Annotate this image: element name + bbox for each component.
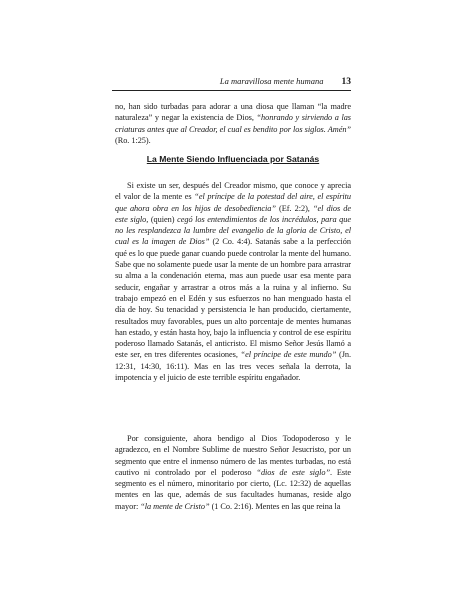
p3-run-3: . Este segmento es el número, minoritario por cierto, (Lc. 12:32) de aquellas mentes en las que, además de sus facultades humanas, reside algo mayor: xyxy=(115,467,351,511)
p2-run-7: (2 Co. 4:4). Satanás sabe a la perfección qué es lo que puede ganar cuando puede controlar la mente del humano. Sabe que no solamente puede usar la mente de un hombre para arrastrar su alma a la condenación eterna, mas aun puede usar esa mente para seducir, engañar y arrastrar a otros más a la ruina y al infierno. Su trabajo empezó en el Edén y sus esfuerzos no han menguado hasta el día de hoy. Su tenacidad y persistencia le han producido, ciertamente, resultados muy favorables, pues un alto porcentaje de mentes humanas han estado, y están hasta hoy, bajo la influencia y control de ese espíritu poderoso llamado Satanás, el anticristo. El mismo Señor Jesús llamó a este ser, en tres diferentes ocasiones, xyxy=(115,237,351,360)
paragraph-3-text xyxy=(115,433,351,512)
p3-quote-dios-siglo: “dios de este siglo” xyxy=(256,467,331,477)
paragraph-2-text xyxy=(115,180,351,383)
p1-quote-romans: “honrando y sirviendo a las criaturas antes que al Creador, el cual es bendito por los siglos. Amén” xyxy=(115,113,351,134)
p2-quote-dios: “el dios de este siglo, xyxy=(115,203,351,224)
p2-quote-principe: “el príncipe de este mundo” xyxy=(240,350,337,360)
p2-run-3: (Ef. 2:2), xyxy=(275,203,313,213)
running-title: La maravillosa mente humana xyxy=(219,76,324,86)
p2-quote-ephesians: “el príncipe de la potestad del aire, el espíritu que ahora obra en los hijos de desobediencia” xyxy=(115,192,351,213)
running-header xyxy=(112,76,351,87)
page-number: 13 xyxy=(341,77,351,87)
p3-run-5: (1 Co. 2:16). Mentes en las que reina la xyxy=(209,501,341,511)
p3-quote-mente-cristo: “la mente de Cristo” xyxy=(140,501,210,511)
p2-quote-corinthians: cegó los entendimientos de los incrédulos, para que no les resplandezca la lumbre del evangelio de la gloria de Cristo, el cual es la imagen de Dios” xyxy=(115,214,351,247)
paragraph-3 xyxy=(115,433,351,512)
paragraph-2 xyxy=(115,180,351,383)
p2-run-9: (Jn. 12:31, 14:30, 16:11). Mas en las tres veces señala la derrota, la impotencia y el juicio de este terrible espíritu engañador. xyxy=(115,350,351,383)
p1-run-1: no, han sido turbadas para adorar a una diosa que llaman “la madre naturaleza” y negar la existencia de Dios, xyxy=(115,102,351,123)
p3-run-1: Por consiguiente, ahora bendigo al Dios Todopoderoso y le agradezco, en el Nombre Sublime de nuestro Señor Jesucristo, por un segmento que entre el inmenso número de las mentes turbadas, no está cautivo ni controlado por el poderoso xyxy=(115,434,351,477)
p2-run-5: (quien) xyxy=(148,214,178,224)
paragraph-1 xyxy=(115,101,351,146)
p1-run-3: (Ro. 1:25). xyxy=(115,135,151,145)
paragraph-1-text xyxy=(115,101,351,146)
header-rule xyxy=(112,90,351,91)
section-heading: La Mente Siendo Influenciada por Satanás xyxy=(146,154,320,164)
p2-run-1: Si existe un ser, después del Creador mismo, que conoce y aprecia el valor de la mente es xyxy=(115,181,351,202)
